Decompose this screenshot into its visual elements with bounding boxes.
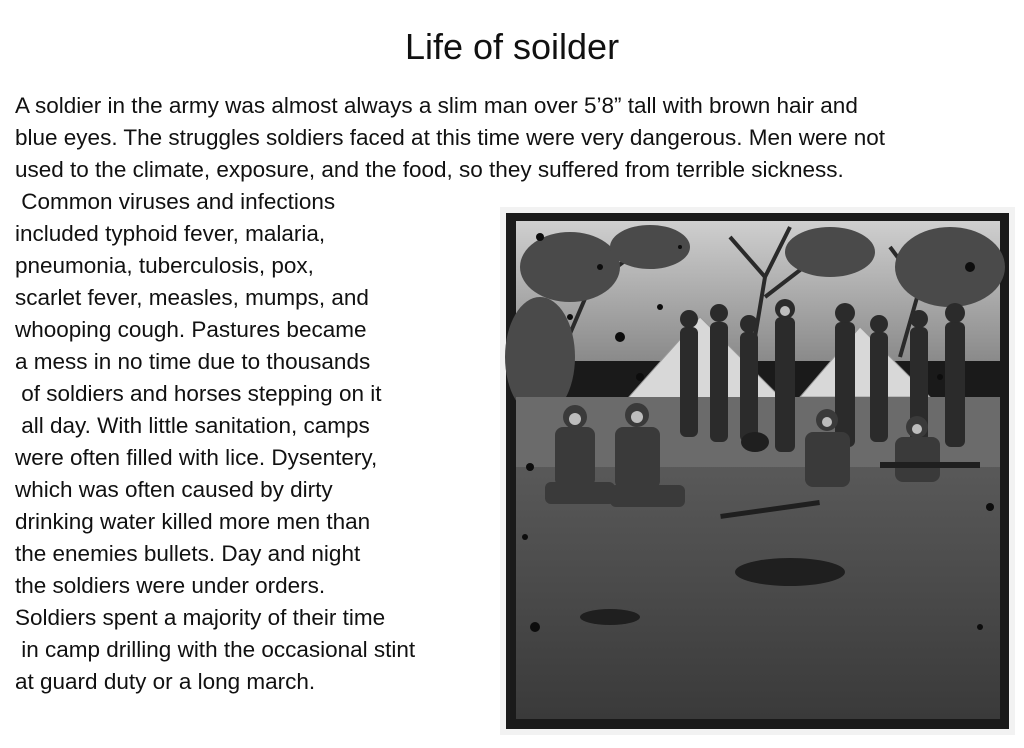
body-line: drinking water killed more men than [15, 509, 371, 534]
body-line: Common viruses and infections [15, 189, 336, 214]
body-line: the enemies bullets. Day and night [15, 541, 361, 566]
body-line: of soldiers and horses stepping on it [15, 381, 382, 406]
body-line: Soldiers spent a majority of their time [15, 605, 386, 630]
body-paragraph [15, 186, 495, 698]
intro-paragraph [15, 90, 1015, 186]
body-line: included typhoid fever, malaria, [15, 221, 326, 246]
body-line: a mess in no time due to thousands [15, 349, 371, 374]
civil-war-camp-photo [500, 207, 1015, 735]
body-line: at guard duty or a long march. [15, 669, 316, 694]
body-line: in camp drilling with the occasional stint [15, 637, 416, 662]
intro-line: A soldier in the army was almost always a slim man over 5’8” tall with brown hair and [15, 93, 858, 118]
intro-line: used to the climate, exposure, and the food, so they suffered from terrible sickness. [15, 157, 844, 182]
body-line: all day. With little sanitation, camps [15, 413, 370, 438]
body-line: whooping cough. Pastures became [15, 317, 367, 342]
body-line: which was often caused by dirty [15, 477, 333, 502]
intro-line: blue eyes. The struggles soldiers faced at this time were very dangerous. Men were not [15, 125, 886, 150]
body-line: scarlet fever, measles, mumps, and [15, 285, 369, 310]
slide-title: Life of soilder [404, 26, 620, 67]
body-line: were often filled with lice. Dysentery, [15, 445, 378, 470]
body-line: the soldiers were under orders. [15, 573, 326, 598]
camp-photo-illustration [500, 207, 1015, 735]
body-line: pneumonia, tuberculosis, pox, [15, 253, 314, 278]
